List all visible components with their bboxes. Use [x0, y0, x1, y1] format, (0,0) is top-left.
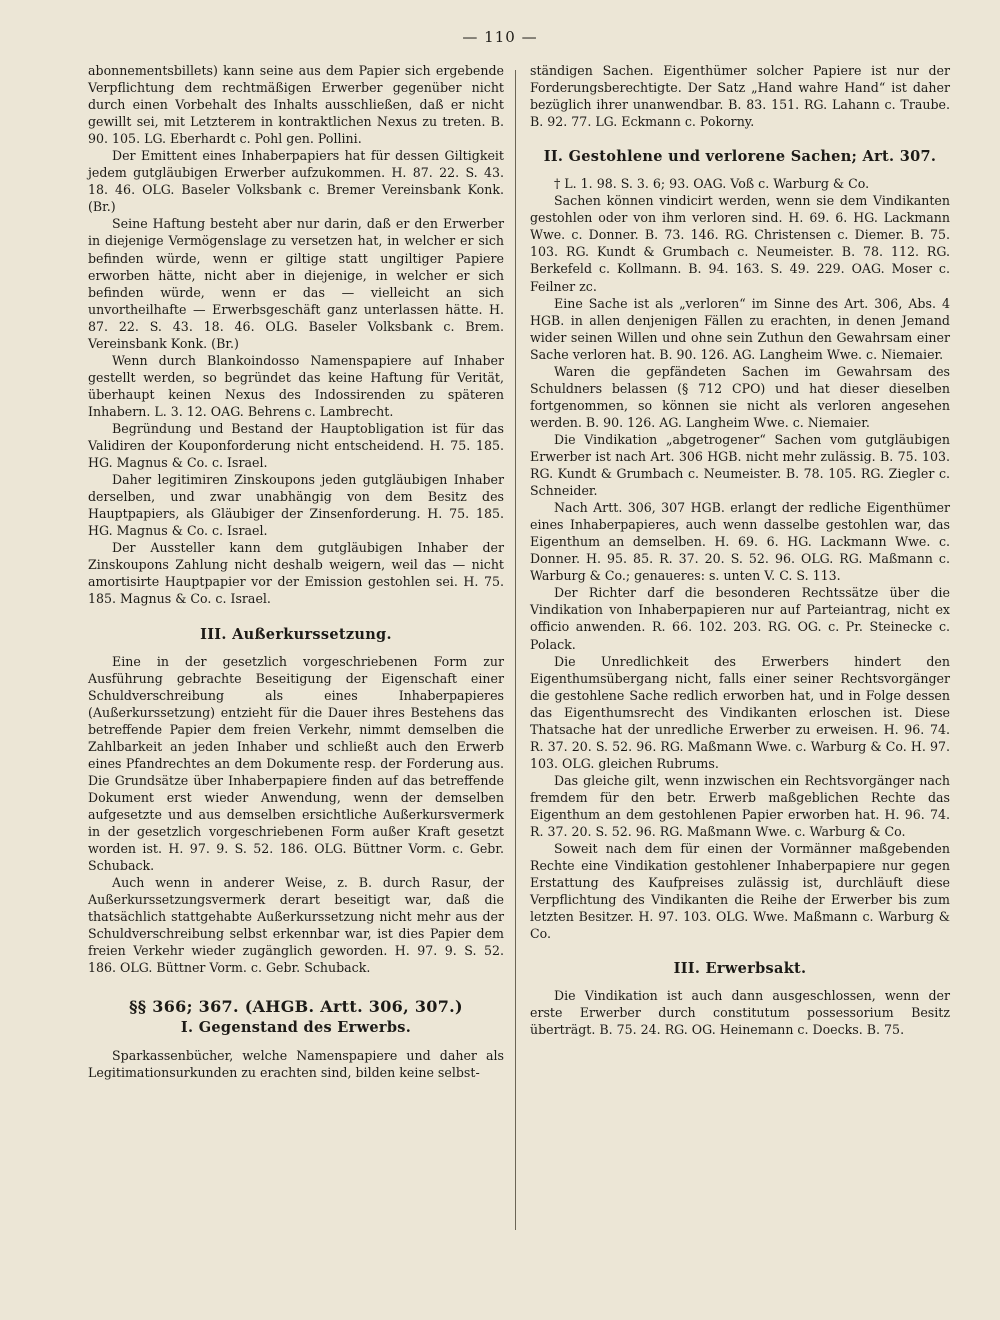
right-column — [530, 62, 950, 1039]
section-heading-iii-erwerbsakt: III. Erwerbsakt. — [673, 960, 807, 978]
paragraph: Die Unredlichkeit des Erwerbers hindert den Eigenthumsübergang nicht, falls einer seiner Rechtsvorgänger die gestohlene Sache redlich erworben hat, und in Folge dessen das Eigenthumsrecht des Vindikanten erloschen ist. Diese Thatsache hat der unredliche Erwerber zu erweisen. H. 96. 74. R. 37. 20. S. 52. 96. RG. Maßmann Wwe. c. Warburg & Co. H. 97. 103. OLG. gleichen Rubrums. — [530, 653, 950, 771]
paragraph: Begründung und Bestand der Hauptobligation ist für das Validiren der Kouponforderung nicht entscheidend. H. 75. 185. HG. Magnus & Co. c. Israel. — [88, 420, 504, 471]
paragraph: abonnementsbillets) kann seine aus dem Papier sich ergebende Verpflichtung dem rechtmäßigen Erwerber gegenüber nicht durch einen Vorbehalt des Inhalts ausschließen, daß er nicht gewillt sei, mit Letzterem in kontraktlichen Nexus zu treten. B. 90. 105. LG. Eberhardt c. Pohl gen. Pollini. — [88, 63, 504, 147]
paragraph: Eine in der gesetzlich vorgeschriebenen Form zur Ausführung gebrachte Beseitigung der Eigenschaft einer Schuldverschreibung als eines Inhaberpapieres (Außerkurssetzung) entzieht für die Dauer ihres Bestehens das betreffende Papier dem freien Verkehr, nimmt demselben die Zahlbarkeit an jeden Inhaber und schließt auch den Erwerb eines Pfandrechtes an dem Dokumente resp. der Forderung aus. Die Grundsätze über Inhaberpapiere finden auf das betreffende Dokument erst wieder Anwendung, wenn der demselben aufgesetzte und aus demselben ersichtliche Außerkursvermerk in der gesetzlich vorgeschriebenen Form außer Kraft gesetzt worden ist. H. 97. 9. S. 52. 186. OLG. Büttner Vorm. c. Gebr. Schuback. — [88, 653, 504, 874]
paragraph: Seine Haftung besteht aber nur darin, daß er den Erwerber in diejenige Vermögenslage zu versetzen hat, in welcher er sich befinden würde, wenn er giltige statt ungiltiger Papiere erworben hätte, nicht aber in diejenige, in welcher er sich befinden würde, wenn er das — vielleicht an sich unvortheilhafte — Erwerbsgeschäft ganz unterlassen hätte. H. 87. 22. S. 43. 18. 46. OLG. Baseler Volksbank c. Brem. Vereinsbank Konk. (Br.) — [88, 216, 504, 351]
paragraph: Der Richter darf die besonderen Rechtssätze über die Vindikation von Inhaberpapieren nur auf Parteiantrag, nicht ex officio anwenden. R. 66. 102. 203. RG. OG. c. Pr. Steinecke c. Polack. — [530, 585, 950, 652]
page-number: — 110 — — [462, 28, 538, 46]
paragraph: Wenn durch Blankoindosso Namenspapiere auf Inhaber gestellt werden, so begründet das keine Haftung für Verität, überhaupt keinen Nexus des Indossirenden zu späteren Inhabern. L. 3. 12. OAG. Behrens c. Lambrecht. — [88, 352, 504, 419]
paragraph: Nach Artt. 306, 307 HGB. erlangt der redliche Eigenthümer eines Inhaberpapieres, auch wenn dasselbe gestohlen war, das Eigenthum an demselben. H. 69. 6. HG. Lackmann Wwe. c. Donner. H. 95. 85. R. 37. 20. S. 52. 96. OLG. RG. Maßmann c. Warburg & Co.; genaueres: s. unten V. C. S. 113. — [530, 500, 950, 584]
paragraph: Soweit nach dem für einen der Vormänner maßgebenden Rechte eine Vindikation gestohlener Inhaberpapiere nur gegen Erstattung des Kaufpreises zulässig ist, durchläuft diese Verpflichtung des Vindikanten die Reihe der Erwerber bis zum letzten Besitzer. H. 97. 103. OLG. Wwe. Maßmann c. Warburg & Co. — [530, 841, 950, 942]
paragraph: Der Aussteller kann dem gutgläubigen Inhaber der Zinskoupons Zahlung nicht deshalb weigern, weil das — nicht amortisirte Hauptpapier vor der Emission gestohlen sei. H. 75. 185. Magnus & Co. c. Israel. — [88, 540, 504, 607]
paragraph: Sachen können vindicirt werden, wenn sie dem Vindikanten gestohlen oder von ihm verloren sind. H. 69. 6. HG. Lackmann Wwe. c. Donner. B. 73. 146. RG. Christensen c. Diemer. B. 75. 103. RG. Kundt & Grumbach c. Neumeister. B. 78. 112. RG. Berkefeld c. Kollmann. B. 94. 163. S. 49. 229. OAG. Moser c. Feilner zc. — [530, 193, 950, 294]
section-heading-iii: III. Außerkurssetzung. — [200, 625, 392, 643]
paragraph: Sparkassenbücher, welche Namenspapiere und daher als Legitimationsurkunden zu erachten sind, bilden keine selbst- — [88, 1047, 504, 1080]
paragraph: Daher legitimiren Zinskoupons jeden gutgläubigen Inhaber derselben, und zwar unabhängig von dem Besitz des Hauptpapiers, als Gläubiger der Zinsenforderung. H. 75. 185. HG. Magnus & Co. c. Israel. — [88, 472, 504, 539]
paragraph: † L. 1. 98. S. 3. 6; 93. OAG. Voß c. Warburg & Co. — [554, 176, 870, 192]
paragraph: Eine Sache ist als „verloren“ im Sinne des Art. 306, Abs. 4 HGB. in allen denjenigen Fällen zu erachten, in denen Jemand wider seinen Willen und ohne sein Zuthun den Gewahrsam einer Sache verloren hat. B. 90. 126. AG. Langheim Wwe. c. Niemaier. — [530, 295, 950, 362]
left-column — [88, 62, 504, 1081]
paragraph: Waren die gepfändeten Sachen im Gewahrsam des Schuldners belassen (§ 712 CPO) und hat dieser dieselben fortgenommen, so können sie nicht als verloren angesehen werden. B. 90. 126. AG. Langheim Wwe. c. Niemaier. — [530, 363, 950, 430]
column-divider — [515, 70, 516, 1230]
paragraph: Die Vindikation ist auch dann ausgeschlossen, wenn der erste Erwerber durch constitutum possessorium Besitz überträgt. B. 75. 24. RG. OG. Heinemann c. Doecks. B. 75. — [530, 988, 950, 1038]
paragraph: Das gleiche gilt, wenn inzwischen ein Rechtsvorgänger nach fremdem für den betr. Erwerb maßgeblichen Rechte das Eigenthum an dem gestohlenen Papier erworben hat. H. 96. 74. R. 37. 20. S. 52. 96. RG. Maßmann Wwe. c. Warburg & Co. — [530, 772, 950, 840]
paragraph-section-heading: §§ 366; 367. (AHGB. Artt. 306, 307.) — [129, 997, 463, 1017]
paragraph: Der Emittent eines Inhaberpapiers hat für dessen Giltigkeit jedem gutgläubigen Erwerber aufzukommen. H. 87. 22. S. 43. 18. 46. OLG. Baseler Volksbank c. Bremer Vereinsbank Konk. (Br.) — [88, 148, 504, 215]
section-heading-i: I. Gegenstand des Erwerbs. — [180, 1019, 412, 1037]
paragraph: Die Vindikation „abgetrogener“ Sachen vom gutgläubigen Erwerber ist nach Art. 306 HGB. nicht mehr zulässig. B. 75. 103. RG. Kundt & Grumbach c. Neumeister. B. 78. 105. RG. Ziegler c. Schneider. — [530, 431, 950, 499]
section-heading-ii: II. Gestohlene und verlorene Sachen; Art. 307. — [543, 148, 937, 166]
paragraph: Auch wenn in anderer Weise, z. B. durch Rasur, der Außerkurssetzungsvermerk derart beseitigt war, daß die thatsächlich stattgehabte Außerkurssetzung nicht mehr aus der Schuldverschreibung selbst erkennbar war, ist dies Papier dem freien Verkehr wieder zugänglich geworden. H. 97. 9. S. 52. 186. OLG. Büttner Vorm. c. Gebr. Schuback. — [88, 875, 504, 976]
paragraph: ständigen Sachen. Eigenthümer solcher Papiere ist nur der Forderungsberechtigte. Der Satz „Hand wahre Hand“ ist daher bezüglich ihrer unanwendbar. B. 83. 151. RG. Lahann c. Traube. B. 92. 77. LG. Eckmann c. Pokorny. — [530, 63, 950, 130]
